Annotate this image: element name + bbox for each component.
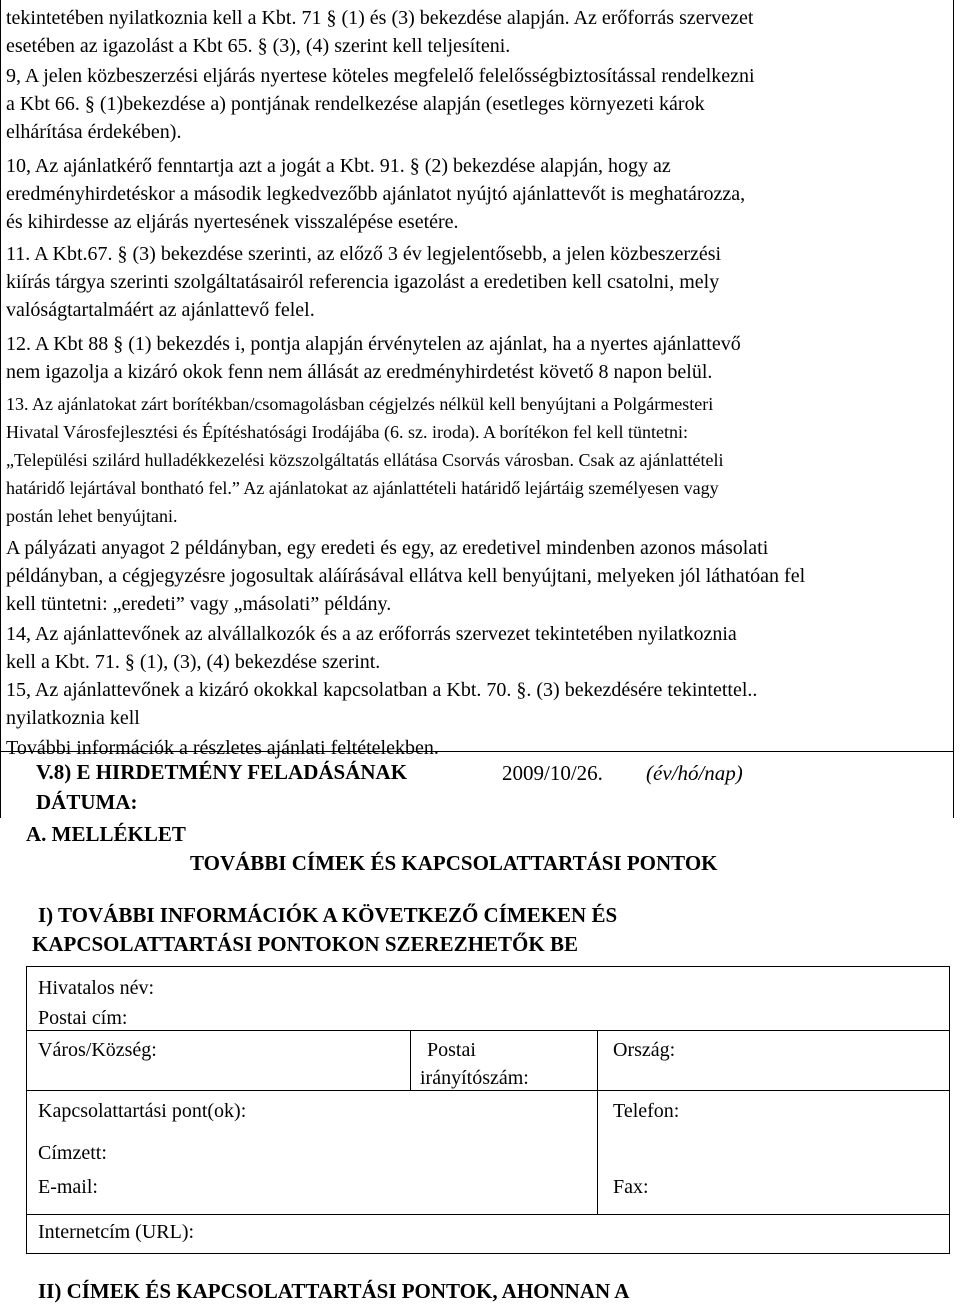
paragraph-line: postán lehet benyújtani. xyxy=(6,506,178,526)
paragraph-line: tekintetében nyilatkoznia kell a Kbt. 71 § (1) és (3) bekezdése alapján. Az erőforrás szervezet xyxy=(6,7,754,29)
row-divider xyxy=(27,1214,949,1215)
paragraph-line: 9, A jelen közbeszerzési eljárás nyertese köteles megfelelő felelősségbiztosítással rendelkezni xyxy=(6,65,755,87)
paragraph-line: nem igazolja a kizáró okok fenn nem állását az eredményhirdetést követő 8 napon belül. xyxy=(6,361,713,383)
paragraph-line: és kihirdesse az eljárás nyertesének visszalépése esetére. xyxy=(6,211,459,233)
column-divider xyxy=(597,1090,598,1214)
paragraph-line: 10, Az ajánlatkérő fenntartja azt a jogát a Kbt. 91. § (2) bekezdése alapján, hogy az xyxy=(6,155,671,177)
row-divider xyxy=(27,1030,949,1031)
paragraph-line: példányban, a cégjegyzésre jogosultak aláírásával ellátva kell benyújtani, melyeken jól láthatóan fel xyxy=(6,565,806,587)
paragraph-line: kell tüntetni: „eredeti” vagy „másolati” példány. xyxy=(6,593,392,615)
v8-date: 2009/10/26. xyxy=(502,761,603,785)
section-1-heading-cont: KAPCSOLATTARTÁSI PONTOKON SZEREZHETŐK BE xyxy=(32,932,578,956)
contact-points-label: Kapcsolattartási pont(ok): xyxy=(38,1100,247,1122)
paragraph-line: esetében az igazolást a Kbt 65. § (3), (4) szerint kell teljesíteni. xyxy=(6,35,511,57)
postal-code-label: Postai xyxy=(427,1039,476,1061)
postal-address-label: Postai cím: xyxy=(38,1007,128,1029)
section-2-heading: II) CÍMEK ÉS KAPCSOLATTARTÁSI PONTOK, AHONNAN A xyxy=(38,1279,630,1303)
v8-heading: V.8) E HIRDETMÉNY FELADÁSÁNAK xyxy=(36,760,408,784)
paragraph-line: a Kbt 66. § (1)bekezdése a) pontjának rendelkezése alapján (esetleges környezeti károk xyxy=(6,93,705,115)
paragraph-line: 15, Az ajánlattevőnek a kizáró okokkal kapcsolatban a Kbt. 70. §. (3) bekezdésére tekintettel.. xyxy=(6,679,758,701)
paragraph-line: kiírás tárgya szerinti szolgáltatásairól referencia igazolást a eredetiben kell csatolni, mely xyxy=(6,271,720,293)
fax-label: Fax: xyxy=(613,1176,649,1198)
paragraph-line: 11. A Kbt.67. § (3) bekezdése szerinti, az előző 3 év legjelentősebb, a jelen közbeszerzési xyxy=(6,243,722,265)
paragraph-line: valóságtartalmáért az ajánlattevő felel. xyxy=(6,299,315,321)
paragraph-line: 12. A Kbt 88 § (1) bekezdés i, pontja alapján érvénytelen az ajánlat, ha a nyertes ajánlattevő xyxy=(6,333,741,355)
addressee-label: Címzett: xyxy=(38,1142,107,1164)
paragraph-line: 14, Az ajánlattevőnek az alvállalkozók és a az erőforrás szervezet tekintetében nyilatkoznia xyxy=(6,623,737,645)
v8-date-format: (év/hó/nap) xyxy=(646,761,743,785)
v8-heading-cont: DÁTUMA: xyxy=(36,790,138,814)
city-label: Város/Község: xyxy=(38,1039,157,1061)
paragraph-line: elhárítása érdekében). xyxy=(6,121,182,143)
column-divider xyxy=(597,1030,598,1090)
paragraph-line: További információk a részletes ajánlati feltételekben. xyxy=(6,737,439,759)
country-label: Ország: xyxy=(613,1039,676,1061)
paragraph-line: nyilatkoznia kell xyxy=(6,707,140,729)
annex-subtitle: TOVÁBBI CÍMEK ÉS KAPCSOLATTARTÁSI PONTOK xyxy=(190,851,718,875)
paragraph-line: „Települési szilárd hulladékkezelési közszolgáltatás ellátása Csorvás városban. Csak az ajánlattételi xyxy=(6,450,724,470)
url-label: Internetcím (URL): xyxy=(38,1221,195,1243)
official-name-label: Hivatalos név: xyxy=(38,977,155,999)
paragraph-line: Hivatal Városfejlesztési és Építéshatósági Irodájába (6. sz. iroda). A borítékon fel kell tüntetni: xyxy=(6,422,688,442)
phone-label: Telefon: xyxy=(613,1100,680,1122)
paragraph-line: kell a Kbt. 71. § (1), (3), (4) bekezdése szerint. xyxy=(6,651,381,673)
paragraph-line: eredményhirdetéskor a második legkedvezőbb ajánlatot nyújtó ajánlattevőt is meghatározza, xyxy=(6,183,746,205)
email-label: E-mail: xyxy=(38,1176,98,1198)
contact-form-table xyxy=(26,966,950,1254)
paragraph-line: 13. Az ajánlatokat zárt borítékban/csomagolásban cégjelzés nélkül kell benyújtani a Polgármesteri xyxy=(6,394,714,414)
paragraph-line: határidő lejártával bontható fel.” Az ajánlatokat az ajánlattételi határidő lejártáig személyesen vagy xyxy=(6,478,719,498)
section-1-heading: I) TOVÁBBI INFORMÁCIÓK A KÖVETKEZŐ CÍMEKEN ÉS xyxy=(38,903,618,927)
column-divider xyxy=(410,1030,411,1090)
paragraph-line: A pályázati anyagot 2 példányban, egy eredeti és egy, az eredetivel mindenben azonos másolati xyxy=(6,537,769,559)
annex-title: A. MELLÉKLET xyxy=(26,822,186,846)
postal-code-label-cont: irányítószám: xyxy=(420,1067,529,1089)
